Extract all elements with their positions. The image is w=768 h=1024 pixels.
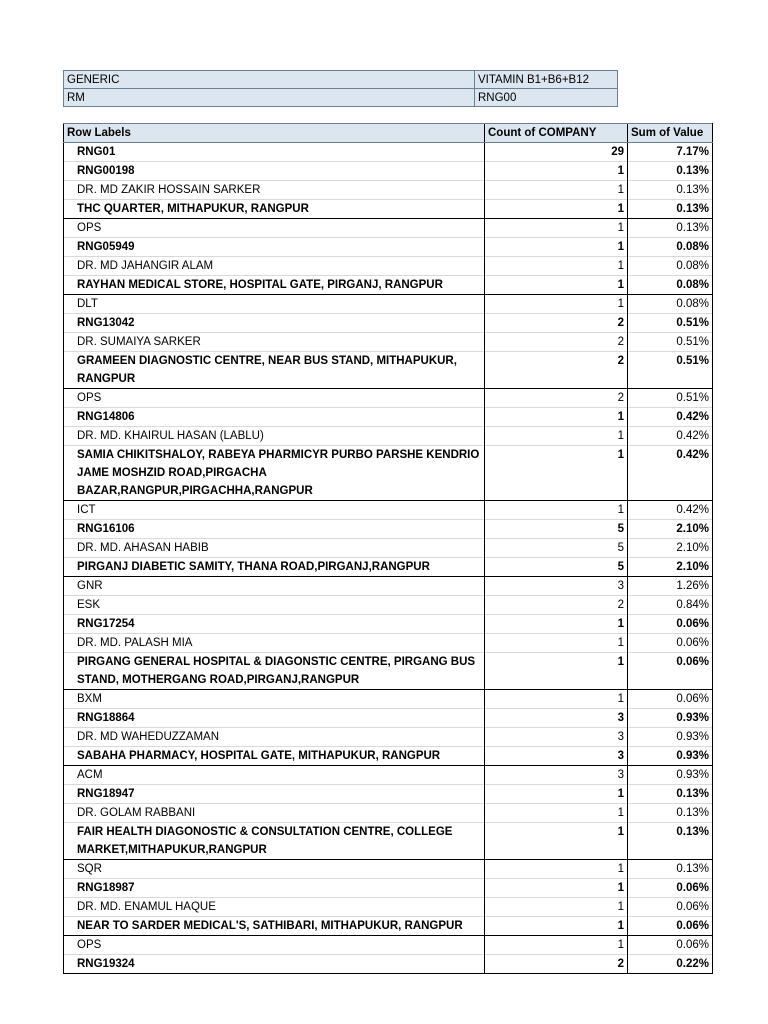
row-label: SABAHA PHARMACY, HOSPITAL GATE, MITHAPUKUR, RANGPUR (64, 747, 485, 766)
row-label: DR. GOLAM RABBANI (64, 804, 485, 823)
row-count: 3 (485, 747, 628, 766)
row-sum: 0.93% (628, 766, 713, 785)
table-row[interactable] (64, 917, 713, 936)
row-label: DR. MD JAHANGIR ALAM (64, 257, 485, 276)
row-count: 1 (485, 917, 628, 936)
table-row[interactable] (64, 634, 713, 653)
row-label: RNG00198 (64, 162, 485, 181)
header-count: Count of COMPANY (485, 124, 628, 143)
table-row[interactable] (64, 314, 713, 333)
table-row[interactable] (64, 558, 713, 577)
row-sum: 0.42% (628, 427, 713, 446)
row-label: RNG18987 (64, 879, 485, 898)
table-row[interactable] (64, 276, 713, 295)
table-row[interactable] (64, 898, 713, 917)
row-sum: 0.13% (628, 200, 713, 219)
row-sum: 0.51% (628, 333, 713, 352)
row-label: DR. MD WAHEDUZZAMAN (64, 728, 485, 747)
row-count: 3 (485, 766, 628, 785)
row-sum: 2.10% (628, 520, 713, 539)
row-label: DR. MD. AHASAN HABIB (64, 539, 485, 558)
row-count: 1 (485, 162, 628, 181)
row-label: PIRGANJ DIABETIC SAMITY, THANA ROAD,PIRGANJ,RANGPUR (64, 558, 485, 577)
filters-body (64, 71, 618, 107)
row-label: OPS (64, 219, 485, 238)
filter-key: RM (64, 89, 475, 107)
row-count: 2 (485, 596, 628, 615)
row-count: 1 (485, 408, 628, 427)
row-label: ICT (64, 501, 485, 520)
row-count: 1 (485, 653, 628, 690)
row-sum: 0.93% (628, 747, 713, 766)
row-label: NEAR TO SARDER MEDICAL'S, SATHIBARI, MITHAPUKUR, RANGPUR (64, 917, 485, 936)
row-sum: 0.42% (628, 501, 713, 520)
row-label: GRAMEEN DIAGNOSTIC CENTRE, NEAR BUS STAND, MITHAPUKUR, RANGPUR (64, 352, 485, 389)
table-row[interactable] (64, 615, 713, 634)
row-count: 2 (485, 314, 628, 333)
table-row[interactable] (64, 747, 713, 766)
row-count: 1 (485, 823, 628, 860)
filter-value[interactable]: RNG00 (475, 89, 618, 107)
row-label: RAYHAN MEDICAL STORE, HOSPITAL GATE, PIRGANJ, RANGPUR (64, 276, 485, 295)
row-label: FAIR HEALTH DIAGONOSTIC & CONSULTATION CENTRE, COLLEGE MARKET,MITHAPUKUR,RANGPUR (64, 823, 485, 860)
row-sum: 0.08% (628, 276, 713, 295)
row-count: 1 (485, 860, 628, 879)
pivot-body (64, 124, 713, 974)
table-row[interactable] (64, 728, 713, 747)
row-sum: 0.06% (628, 690, 713, 709)
row-label: OPS (64, 936, 485, 955)
row-count: 1 (485, 446, 628, 501)
row-label: DLT (64, 295, 485, 314)
row-label: RNG18947 (64, 785, 485, 804)
row-sum: 0.06% (628, 898, 713, 917)
table-row[interactable] (64, 352, 713, 389)
row-sum: 0.13% (628, 162, 713, 181)
table-row[interactable] (64, 257, 713, 276)
row-sum: 0.06% (628, 917, 713, 936)
filter-row (64, 71, 618, 89)
row-sum: 0.42% (628, 408, 713, 427)
row-sum: 2.10% (628, 539, 713, 558)
table-row[interactable] (64, 860, 713, 879)
row-count: 1 (485, 898, 628, 917)
row-sum: 0.51% (628, 352, 713, 389)
row-label: DR. MD ZAKIR HOSSAIN SARKER (64, 181, 485, 200)
table-row[interactable] (64, 936, 713, 955)
row-label: DR. MD. KHAIRUL HASAN (LABLU) (64, 427, 485, 446)
table-row[interactable] (64, 879, 713, 898)
table-row[interactable] (64, 804, 713, 823)
row-sum: 0.42% (628, 446, 713, 501)
row-label: DR. MD. PALASH MIA (64, 634, 485, 653)
row-label: ACM (64, 766, 485, 785)
row-sum: 0.84% (628, 596, 713, 615)
row-sum: 2.10% (628, 558, 713, 577)
row-sum: 0.13% (628, 785, 713, 804)
row-sum: 0.13% (628, 804, 713, 823)
row-sum: 0.22% (628, 955, 713, 974)
table-row[interactable] (64, 427, 713, 446)
table-row[interactable] (64, 596, 713, 615)
row-count: 1 (485, 200, 628, 219)
row-count: 1 (485, 634, 628, 653)
row-count: 2 (485, 352, 628, 389)
row-count: 5 (485, 520, 628, 539)
table-row[interactable] (64, 501, 713, 520)
row-sum: 1.26% (628, 577, 713, 596)
row-label: RNG13042 (64, 314, 485, 333)
row-count: 1 (485, 501, 628, 520)
pivot-header-row (64, 124, 713, 143)
row-sum: 0.51% (628, 389, 713, 408)
row-sum: 0.08% (628, 257, 713, 276)
header-sum: Sum of Value (628, 124, 713, 143)
row-sum: 0.06% (628, 653, 713, 690)
table-row[interactable] (64, 181, 713, 200)
row-sum: 0.13% (628, 181, 713, 200)
row-count: 3 (485, 728, 628, 747)
row-label: GNR (64, 577, 485, 596)
row-label: PIRGANG GENERAL HOSPITAL & DIAGONSTIC CENTRE, PIRGANG BUS STAND, MOTHERGANG ROAD,PIRGANJ,RANGPUR (64, 653, 485, 690)
row-sum: 0.06% (628, 879, 713, 898)
row-label: RNG18864 (64, 709, 485, 728)
row-sum: 0.51% (628, 314, 713, 333)
row-count: 5 (485, 558, 628, 577)
table-row[interactable] (64, 823, 713, 860)
table-row[interactable] (64, 295, 713, 314)
row-sum: 0.08% (628, 238, 713, 257)
row-sum: 0.93% (628, 709, 713, 728)
filter-value[interactable]: VITAMIN B1+B6+B12 (475, 71, 618, 89)
row-sum: 0.13% (628, 823, 713, 860)
row-count: 1 (485, 181, 628, 200)
row-sum: 0.13% (628, 219, 713, 238)
row-label: ESK (64, 596, 485, 615)
report-filters (63, 70, 618, 107)
row-count: 1 (485, 879, 628, 898)
table-row[interactable] (64, 785, 713, 804)
row-count: 1 (485, 615, 628, 634)
row-label: DR. SUMAIYA SARKER (64, 333, 485, 352)
table-row[interactable] (64, 577, 713, 596)
table-row[interactable] (64, 709, 713, 728)
table-row[interactable] (64, 333, 713, 352)
row-count: 1 (485, 936, 628, 955)
row-sum: 0.06% (628, 936, 713, 955)
filter-key: GENERIC (64, 71, 475, 89)
table-row[interactable] (64, 200, 713, 219)
row-label: RNG14806 (64, 408, 485, 427)
row-label: RNG16106 (64, 520, 485, 539)
row-label: RNG19324 (64, 955, 485, 974)
table-row[interactable] (64, 446, 713, 501)
table-row[interactable] (64, 539, 713, 558)
row-sum: 0.06% (628, 634, 713, 653)
row-label: OPS (64, 389, 485, 408)
row-label: THC QUARTER, MITHAPUKUR, RANGPUR (64, 200, 485, 219)
row-count: 1 (485, 257, 628, 276)
table-row[interactable] (64, 143, 713, 162)
table-row[interactable] (64, 690, 713, 709)
row-label: RNG05949 (64, 238, 485, 257)
row-count: 1 (485, 785, 628, 804)
row-count: 2 (485, 955, 628, 974)
header-row-labels[interactable]: Row Labels (64, 124, 485, 143)
row-count: 1 (485, 219, 628, 238)
table-row[interactable] (64, 955, 713, 974)
table-row[interactable] (64, 238, 713, 257)
row-count: 2 (485, 333, 628, 352)
row-count: 1 (485, 238, 628, 257)
row-count: 29 (485, 143, 628, 162)
row-count: 1 (485, 690, 628, 709)
row-sum: 0.13% (628, 860, 713, 879)
row-sum: 0.93% (628, 728, 713, 747)
row-count: 1 (485, 804, 628, 823)
table-row[interactable] (64, 653, 713, 690)
row-count: 3 (485, 577, 628, 596)
filter-row (64, 89, 618, 107)
row-label: SAMIA CHIKITSHALOY, RABEYA PHARMICYR PURBO PARSHE KENDRIO JAME MOSHZID ROAD,PIRGACHA BAZAR,RANGPUR,PIRGACHHA,RANGPUR (64, 446, 485, 501)
row-label: RNG01 (64, 143, 485, 162)
row-sum: 0.08% (628, 295, 713, 314)
row-count: 3 (485, 709, 628, 728)
row-sum: 7.17% (628, 143, 713, 162)
row-count: 1 (485, 427, 628, 446)
table-row[interactable] (64, 389, 713, 408)
table-row[interactable] (64, 219, 713, 238)
row-sum: 0.06% (628, 615, 713, 634)
row-count: 1 (485, 276, 628, 295)
table-row[interactable] (64, 408, 713, 427)
row-count: 5 (485, 539, 628, 558)
row-label: RNG17254 (64, 615, 485, 634)
row-count: 2 (485, 389, 628, 408)
row-label: SQR (64, 860, 485, 879)
row-label: BXM (64, 690, 485, 709)
table-row[interactable] (64, 766, 713, 785)
pivot-table (63, 123, 713, 974)
row-count: 1 (485, 295, 628, 314)
row-label: DR. MD. ENAMUL HAQUE (64, 898, 485, 917)
table-row[interactable] (64, 162, 713, 181)
table-row[interactable] (64, 520, 713, 539)
